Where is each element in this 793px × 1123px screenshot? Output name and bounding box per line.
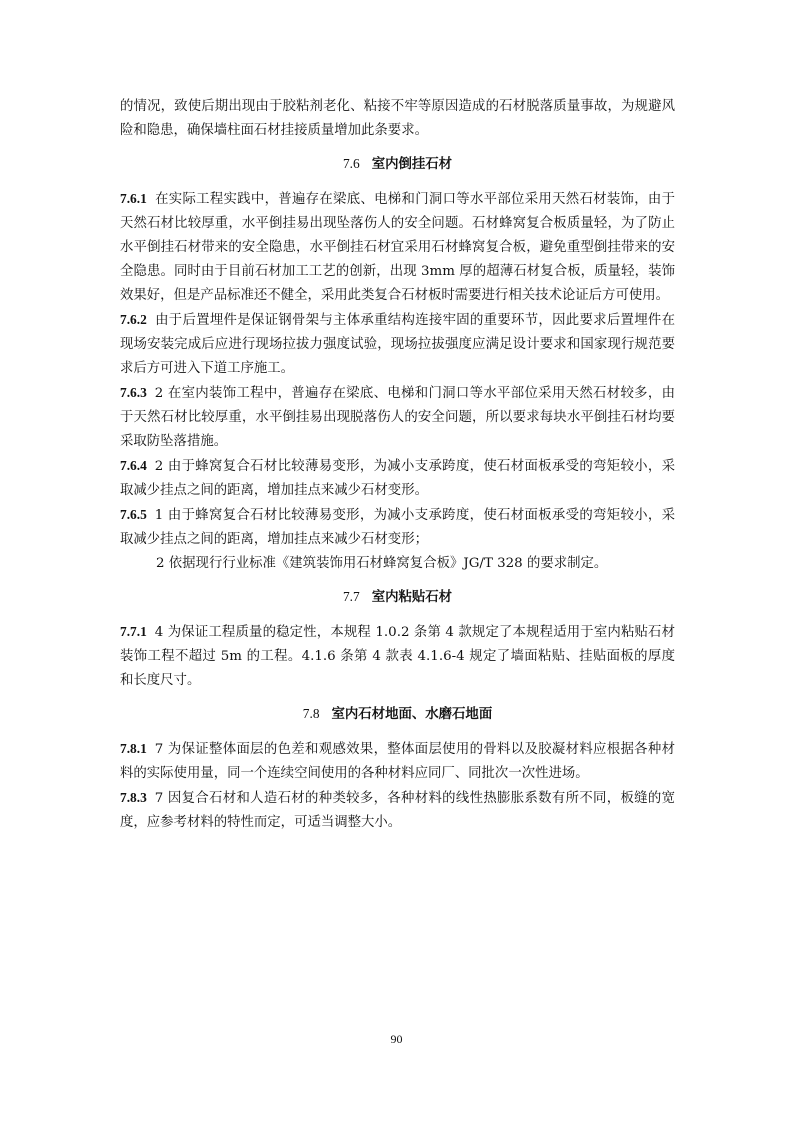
clause-number: 7.8.3 [120, 790, 147, 805]
clause-number: 7.7.1 [120, 624, 147, 639]
clause-text: 4 为保证工程质量的稳定性，本规程 1.0.2 条第 4 款规定了本规程适用于室内粘贴石材装饰工程不超过 5m 的工程。4.1.6 条第 4 款表 4.1.6-4 规定了墙面粘贴、挂贴面板的厚度和长度尺寸。 [120, 625, 675, 688]
section-heading-7-7 [120, 585, 675, 610]
clause-number: 7.6.2 [120, 312, 147, 327]
section-title: 室内倒挂石材 [371, 157, 453, 172]
clause-text: 7 因复合石材和人造石材的种类较多，各种材料的线性热膨胀系数有所不同，板缝的宽度，应参考材料的特性而定，可适当调整大小。 [120, 791, 675, 830]
clause-7-7-1 [120, 620, 675, 693]
section-number: 7.7 [342, 589, 360, 604]
clause-text: 在实际工程实践中，普遍存在梁底、电梯和门洞口等水平部位采用天然石材装饰，由于天然石材比较厚重，水平倒挂易出现坠落伤人的安全问题。石材蜂窝复合板质量轻，为了防止水平倒挂石材带来的安全隐患，水平倒挂石材宜采用石材蜂窝复合板，避免重型倒挂带来的安全隐患。同时由于目前石材加工工艺的创新，出现 3mm 厚的超薄石材复合板，质量轻，装饰效果好，但是产品标准还不健全，采用此类复合石材板时需要进行相关技术论证后方可使用。 [120, 192, 675, 303]
clause-text: 2 依据现行行业标准《建筑装饰用石材蜂窝复合板》JG/T 328 的要求制定。 [156, 556, 608, 571]
clause-7-6-5-item-2 [120, 552, 675, 576]
section-title: 室内粘贴石材 [371, 590, 453, 605]
section-title: 室内石材地面、水磨石地面 [331, 707, 493, 722]
clause-text: 由于后置埋件是保证钢骨架与主体承重结构连接牢固的重要环节，因此要求后置埋件在现场安装完成后应进行现场拉拔力强度试验，现场拉拔强度应满足设计要求和国家现行规范要求后方可进入下道工序施工。 [120, 313, 675, 376]
clause-7-6-3 [120, 381, 675, 454]
section-heading-7-8 [120, 702, 675, 727]
paragraph-text: 的情况，致使后期出现由于胶粘剂老化、粘接不牢等原因造成的石材脱落质量事故，为规避风险和隐患，确保墙柱面石材挂接质量增加此条要求。 [120, 99, 675, 138]
clause-number: 7.6.3 [120, 385, 147, 400]
intro-paragraph [120, 95, 675, 143]
section-number: 7.6 [342, 156, 360, 171]
page-content [120, 95, 675, 835]
clause-text: 7 为保证整体面层的色差和观感效果，整体面层使用的骨料以及胶凝材料应根据各种材料的实际使用量，同一个连续空间使用的各种材料应同厂、同批次一次性进场。 [120, 742, 675, 781]
clause-number: 7.6.1 [120, 191, 147, 206]
clause-text: 2 由于蜂窝复合石材比较薄易变形，为减小支承跨度，使石材面板承受的弯矩较小，采取减少挂点之间的距离，增加挂点来减少石材变形。 [120, 459, 675, 498]
clause-text: 1 由于蜂窝复合石材比较薄易变形，为减小支承跨度，使石材面板承受的弯矩较小，采取减少挂点之间的距离，增加挂点来减少石材变形； [120, 508, 675, 547]
clause-7-8-1 [120, 737, 675, 786]
clause-7-6-2 [120, 308, 675, 381]
section-number: 7.8 [302, 706, 320, 721]
clause-7-6-4 [120, 454, 675, 503]
clause-7-6-5 [120, 503, 675, 552]
page-number: 90 [390, 1032, 403, 1046]
clause-number: 7.8.1 [120, 741, 147, 756]
clause-number: 7.6.4 [120, 458, 147, 473]
clause-7-8-3 [120, 786, 675, 835]
clause-7-6-1 [120, 187, 675, 308]
clause-text: 2 在室内装饰工程中，普遍存在梁底、电梯和门洞口等水平部位采用天然石材较多，由于天然石材比较厚重，水平倒挂易出现脱落伤人的安全问题，所以要求每块水平倒挂石材均要采取防坠落措施。 [120, 386, 675, 449]
clause-number: 7.6.5 [120, 507, 147, 522]
section-heading-7-6 [120, 152, 675, 177]
